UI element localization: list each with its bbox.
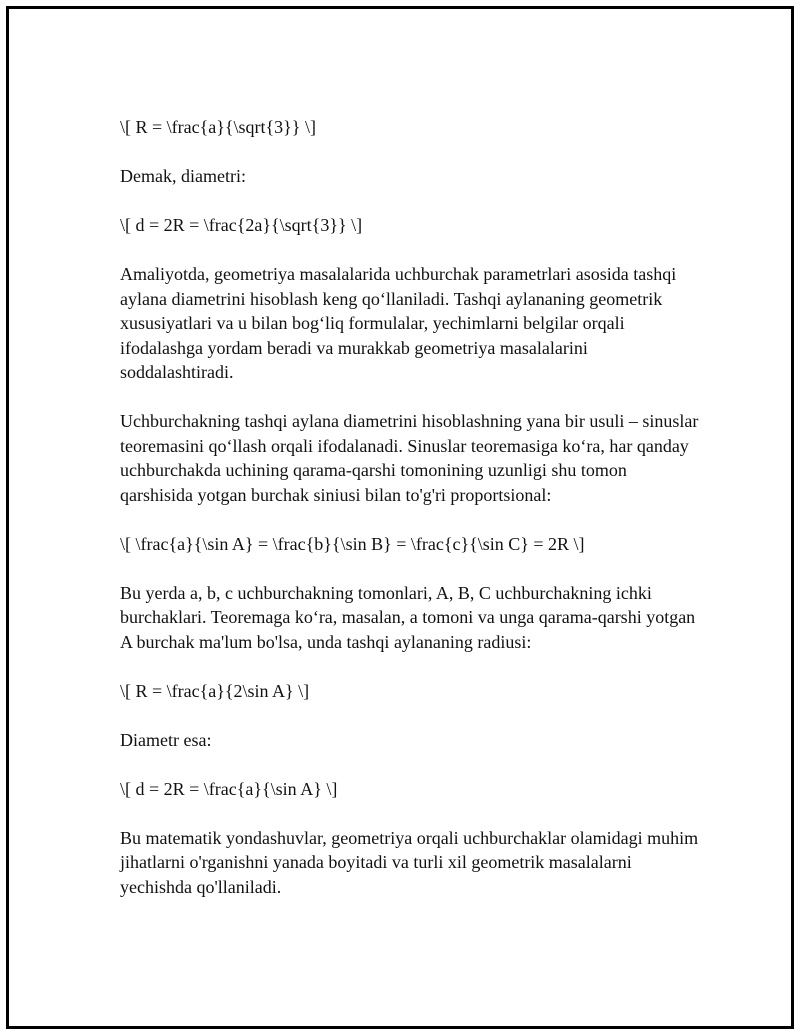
formula-radius-equilateral: \[ R = \frac{a}{\sqrt{3}} \] bbox=[120, 117, 316, 137]
document-body bbox=[120, 115, 700, 924]
formula-radius-sine: \[ R = \frac{a}{2\sin A} \] bbox=[120, 680, 310, 701]
paragraph-conclusion: Bu matematik yondashuvlar, geometriya orqali uchburchaklar olamidagi muhim jihatlarni o'rganishni yanada boyitadi va turli xil geometrik masalalarni yechishda qo'llaniladi. bbox=[120, 827, 699, 897]
formula-sine-theorem: \[ \frac{a}{\sin A} = \frac{b}{\sin B} = \frac{c}{\sin C} = 2R \] bbox=[120, 533, 585, 554]
paragraph-diameter-intro: Demak, diametri: bbox=[120, 166, 246, 186]
formula-diameter-sine: \[ d = 2R = \frac{a}{\sin A} \] bbox=[120, 778, 338, 799]
paragraph-practice: Amaliyotda, geometriya masalalarida uchburchak parametrlari asosida tashqi aylana diametrini hisoblash keng qo‘llaniladi. Tashqi aylananing geometrik xususiyatlari va u bilan bog‘liq formulalar, yechimlarni belgilar orqali ifodalashga yordam beradi va murakkab geometriya masalalarini soddalashtiradi. bbox=[120, 264, 677, 382]
formula-diameter-equilateral: \[ d = 2R = \frac{2a}{\sqrt{3}} \] bbox=[120, 215, 363, 235]
paragraph-sides-angles: Bu yerda a, b, c uchburchakning tomonlari, A, B, C uchburchakning ichki burchaklari. Teoremaga ko‘ra, masalan, a tomoni va unga qarama-qarshi yotgan A burchak ma'lum bo'lsa, unda tashqi aylananing radiusi: bbox=[120, 582, 696, 652]
paragraph-diameter-label: Diametr esa: bbox=[120, 729, 212, 750]
page-frame bbox=[6, 6, 794, 1029]
paragraph-sine-theorem: Uchburchakning tashqi aylana diametrini hisoblashning yana bir usuli – sinuslar teoremasini qo‘llash orqali ifodalanadi. Sinuslar teoremasiga ko‘ra, har qanday uchburchakda uchining qarama-qarshi tomonining uzunligi shu tomon qarshisida yotgan burchak siniusi bilan to'g'ri proportsional: bbox=[120, 411, 699, 505]
